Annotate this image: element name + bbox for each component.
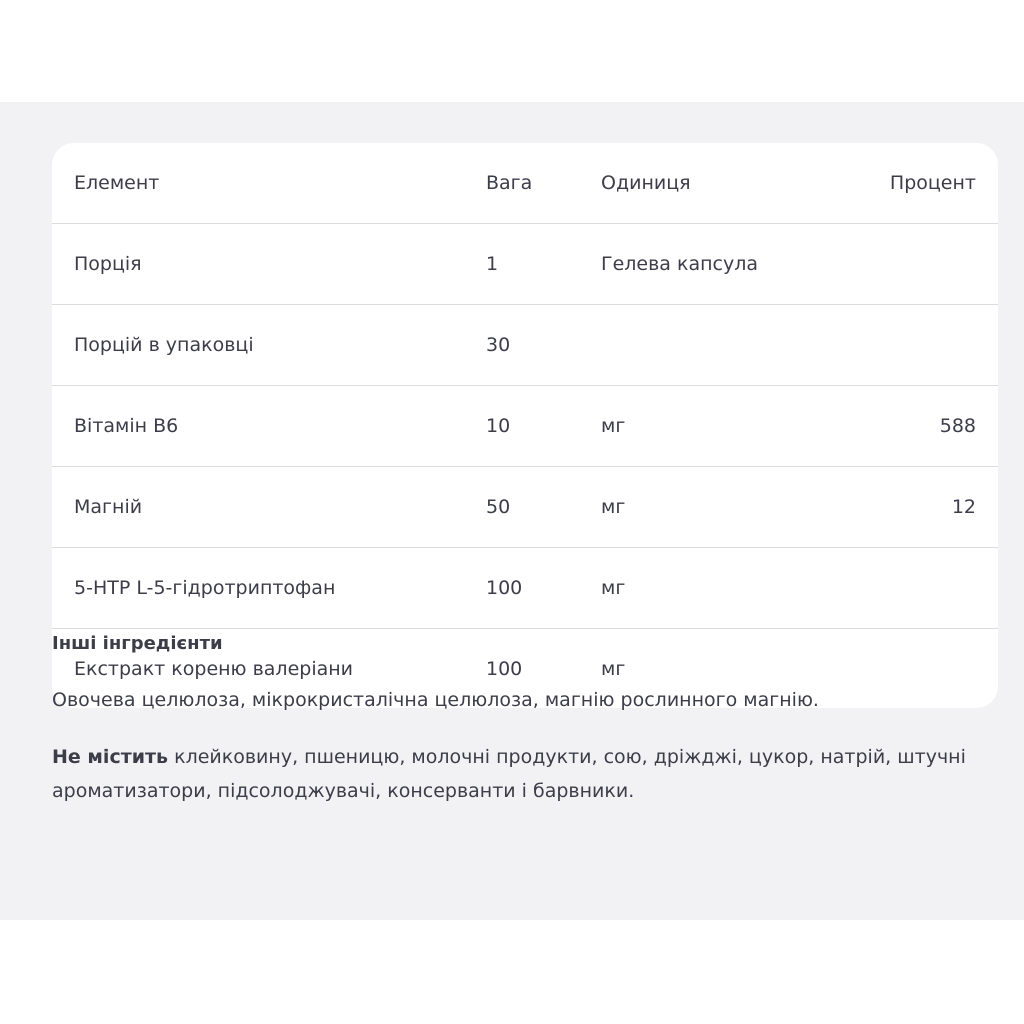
cell-weight: 100: [486, 658, 523, 680]
cell-weight: 30: [486, 334, 511, 356]
header-element: Елемент: [74, 172, 160, 194]
ingredients-heading: Інші інгредієнти: [52, 633, 223, 654]
cell-weight: 1: [486, 253, 499, 275]
cell-element: Порція: [74, 253, 142, 275]
cell-percent: 588: [939, 415, 976, 437]
cell-weight: 100: [486, 577, 523, 599]
cell-unit: мг: [601, 496, 626, 518]
table-row: [52, 548, 998, 629]
cell-unit: мг: [601, 415, 626, 437]
cell-weight: 10: [486, 415, 511, 437]
cell-element: Екстракт кореню валеріани: [74, 658, 354, 680]
table-row: [52, 386, 998, 467]
cell-percent: 12: [951, 496, 976, 518]
cell-unit: мг: [601, 577, 626, 599]
table-row: [52, 224, 998, 305]
cell-weight: 50: [486, 496, 511, 518]
cell-element: Порцій в упаковці: [74, 334, 254, 356]
table-row: [52, 305, 998, 386]
cell-element: Вітамін B6: [74, 415, 179, 437]
header-percent: Процент: [889, 172, 976, 194]
cell-unit: мг: [601, 658, 626, 680]
cell-element: 5-HTP L-5-гідротриптофан: [74, 577, 336, 599]
cell-element: Магній: [74, 496, 143, 518]
ingredients-text: Овочева целюлоза, мікрокристалічна целюлоза, магнію рослинного магнію.: [52, 689, 819, 711]
nutrition-table: [52, 143, 998, 708]
header-unit: Одиниця: [601, 172, 691, 194]
header-weight: Вага: [486, 172, 533, 194]
not-contains-text: клейковину, пшеницю, молочні продукти, сою, дріжджі, цукор, натрій, штучні ароматизатори, підсолоджувачі, консерванти і барвники.: [52, 746, 966, 802]
table-header-row: [52, 143, 998, 224]
table-row: [52, 467, 998, 548]
not-contains-label: Не містить: [52, 746, 169, 768]
not-contains-paragraph: [52, 740, 982, 808]
cell-unit: Гелева капсула: [601, 253, 759, 275]
